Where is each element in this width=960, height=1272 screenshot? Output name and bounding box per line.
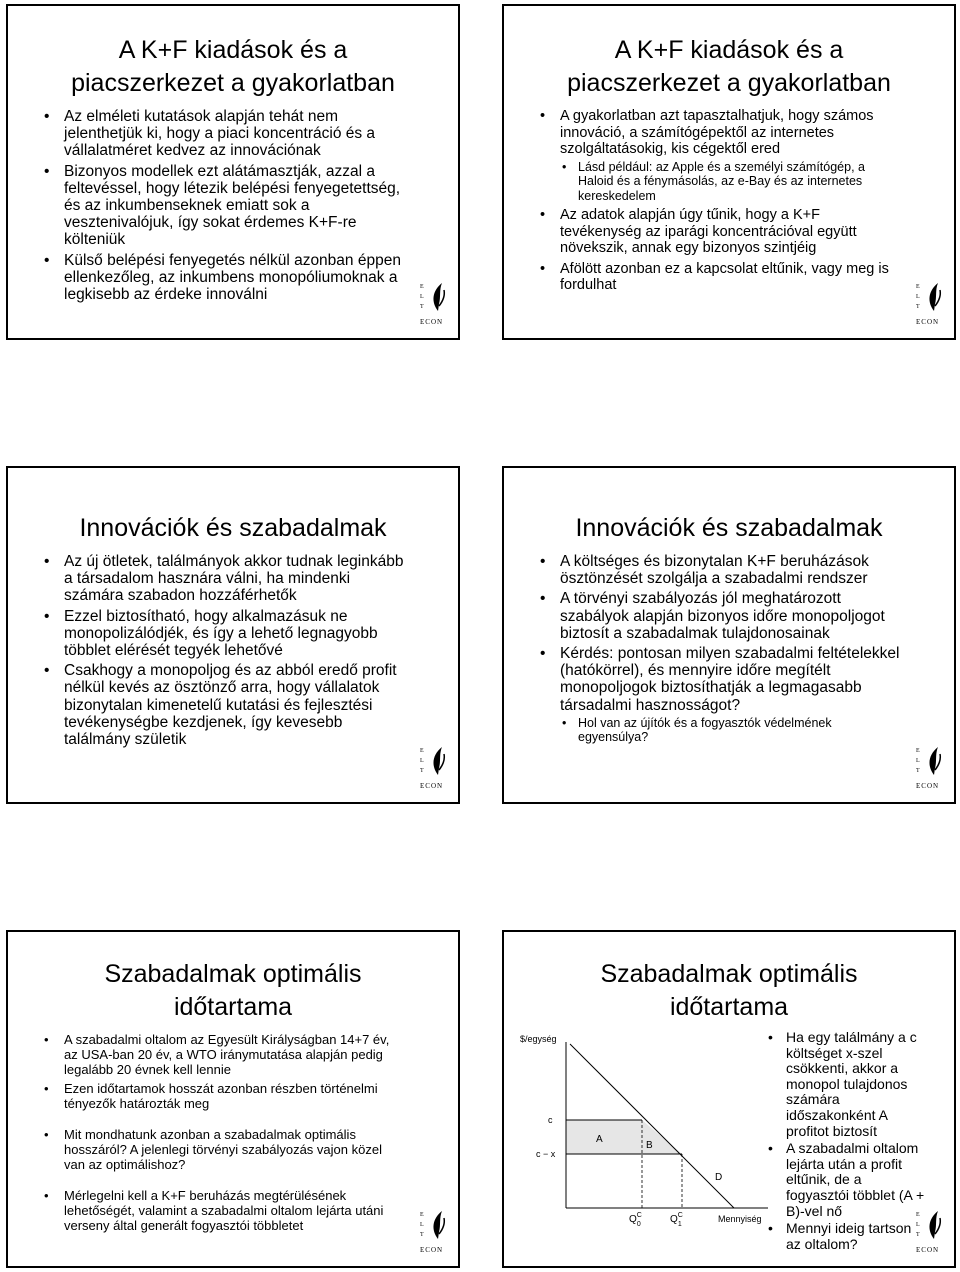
bullet-item: • Külső belépési fenyegetés nélkül azonban éppen ellenkezőleg, az inkumbens monopóliumoknak a legkisebb az érdeke innoválni xyxy=(42,252,406,304)
slide-title: Innovációk és szabadalmak xyxy=(575,514,883,542)
bullet-list xyxy=(766,1030,926,1254)
bullet-item: • Az elméleti kutatások alapján tehát nem jelenthetjük ki, hogy a piaci koncentráció és a vállalatméret kedvez az innovációnak xyxy=(42,108,406,160)
bullet-item: • Csakhogy a monopoljog és az abból eredő profit nélkül kevés az ösztönző arra, hogy vállalatok bizonytalan kimenetelű kutatási és fejlesztési tevékenységbe kezdjenek, így kevesebb találmány születik xyxy=(42,662,406,748)
label-q1: $Q^C$ 1 xyxy=(670,1212,683,1226)
elte-econ-logo: E L T ECON xyxy=(420,746,450,790)
slide-1 xyxy=(6,4,460,340)
bullet-list xyxy=(42,553,406,748)
leaf-icon xyxy=(429,746,447,776)
bullet-list xyxy=(538,108,902,294)
leaf-icon xyxy=(925,1210,943,1240)
label-c-minus-x: c − x xyxy=(536,1149,556,1159)
label-a: A xyxy=(596,1134,603,1145)
sub-bullet-item: • Lásd például: az Apple és a személyi számítógép, a Haloid és a fénymásolás, az e-Bay és az internetes kereskedelem xyxy=(560,160,902,204)
slide-title: Szabadalmak optimális időtartama xyxy=(104,960,362,1021)
label-q0: $Q^C$ 0 xyxy=(629,1212,642,1226)
bullet-item: • Ha egy találmány a c költséget x-szel csökkenti, akkor a monopol tulajdonos számára időszakonként A profitot biztosít xyxy=(766,1030,926,1139)
elte-econ-logo: E L T ECON xyxy=(916,746,946,790)
elte-econ-logo: E L T ECON xyxy=(916,282,946,326)
leaf-icon xyxy=(429,282,447,312)
patent-surplus-diagram xyxy=(512,1030,768,1226)
x-axis-label: Mennyiség xyxy=(718,1214,762,1224)
slide-6 xyxy=(502,930,956,1268)
bullet-item: • Mit mondhatunk azonban a szabadalmak optimális hosszáról? A jelenlegi törvényi szabályozás vajon közel van az optimálishoz? xyxy=(42,1127,406,1172)
label-d: D xyxy=(715,1172,723,1183)
bullet-item: • Ezzel biztosítható, hogy alkalmazásuk ne monopolizálódjék, és így a lehető legnagyobb többlet elérését tegyék lehetővé xyxy=(42,608,406,660)
elte-econ-logo: E L T ECON xyxy=(420,1210,450,1254)
slide-2 xyxy=(502,4,956,340)
leaf-icon xyxy=(925,746,943,776)
elte-econ-logo: E L T ECON xyxy=(916,1210,946,1254)
elte-econ-logo: E L T ECON xyxy=(420,282,450,326)
label-c: c xyxy=(548,1115,553,1125)
bullet-item: • Kérdés: pontosan milyen szabadalmi feltételekkel (hatókörrel), és mennyire időre megítélt monopoljogok biztosíthatják a legmagasabb társadalmi hasznosságot? • Hol van az újítók és a fogyasztók védelmének egyensúlya? xyxy=(538,645,902,745)
bullet-item: • A szabadalmi oltalom az Egyesült Királyságban 14+7 év, az USA-ban 20 év, a WTO iránymutatása alapján pedig legalább 20 évnek kell lennie xyxy=(42,1032,406,1077)
bullet-item: • Ezen időtartamok hosszát azonban részben történelmi tényezők határozták meg xyxy=(42,1081,406,1111)
leaf-icon xyxy=(429,1210,447,1240)
bullet-item: • Az adatok alapján úgy tűnik, hogy a K+F tevékenység az iparági koncentrációval együtt növekszik, annak egy bizonyos szintjéig xyxy=(538,207,902,257)
leaf-icon xyxy=(925,282,943,312)
y-axis-label: $/egység xyxy=(520,1034,557,1044)
bullet-item: • Az új ötletek, találmányok akkor tudnak leginkább a társadalom hasznára válni, ha mindenki számára szabadon hozzáférhetők xyxy=(42,553,406,605)
bullet-item: • A költséges és bizonytalan K+F beruházások ösztönzését szolgálja a szabadalmi rendszer xyxy=(538,553,902,587)
bullet-list xyxy=(42,1032,406,1233)
slide-title: Innovációk és szabadalmak xyxy=(79,514,387,542)
bullet-item: • Mérlegelni kell a K+F beruházás megtérülésének lehetőségét, valamint a szabadalmi oltalom lejárta utáni verseny által generált fogyasztói többletet xyxy=(42,1188,406,1233)
bullet-item: • A gyakorlatban azt tapasztalhatjuk, hogy számos innováció, a számítógépektől az internetes szolgáltatásokig, kis cégektől ered • Lásd például: az Apple és a személyi számítógép, a Haloid és a fénymásolás, az e-Bay és az internetes kereskedelem xyxy=(538,108,902,203)
bullet-item: • A törvényi szabályozás jól meghatározott szabályok alapján bizonyos időre monopoljogot biztosít a szabadalmak tulajdonosainak xyxy=(538,590,902,642)
sub-bullet-list xyxy=(560,716,902,745)
slide-title: Szabadalmak optimális időtartama xyxy=(600,960,858,1021)
bullet-item: • A szabadalmi oltalom lejárta után a profit eltűnik, de a fogyasztói többlet (A + B)-vel nő xyxy=(766,1141,926,1219)
sub-bullet-item: • Hol van az újítók és a fogyasztók védelmének egyensúlya? xyxy=(560,716,902,745)
bullet-item: • Bizonyos modellek ezt alátámasztják, azzal a feltevéssel, hogy létezik belépési fenyegetettség, és az inkumbenseknek emiatt sok a vesztenivalójuk, így sokat érdemes K+F-re költeniük xyxy=(42,163,406,249)
slide-4 xyxy=(502,466,956,804)
slide-title: A K+F kiadások és a piacszerkezet a gyakorlatban xyxy=(567,36,891,97)
slide-5 xyxy=(6,930,460,1268)
area-a xyxy=(566,1120,642,1154)
bullet-list xyxy=(538,553,902,745)
slide-title: A K+F kiadások és a piacszerkezet a gyakorlatban xyxy=(71,36,395,97)
bullet-item: • Mennyi ideig tartson az oltalom? xyxy=(766,1221,926,1252)
bullet-list xyxy=(42,108,406,303)
label-b: B xyxy=(646,1140,653,1151)
bullet-item: • Afölött azonban ez a kapcsolat eltűnik, vagy meg is fordulhat xyxy=(538,261,902,294)
slide-3 xyxy=(6,466,460,804)
sub-bullet-list xyxy=(560,160,902,204)
